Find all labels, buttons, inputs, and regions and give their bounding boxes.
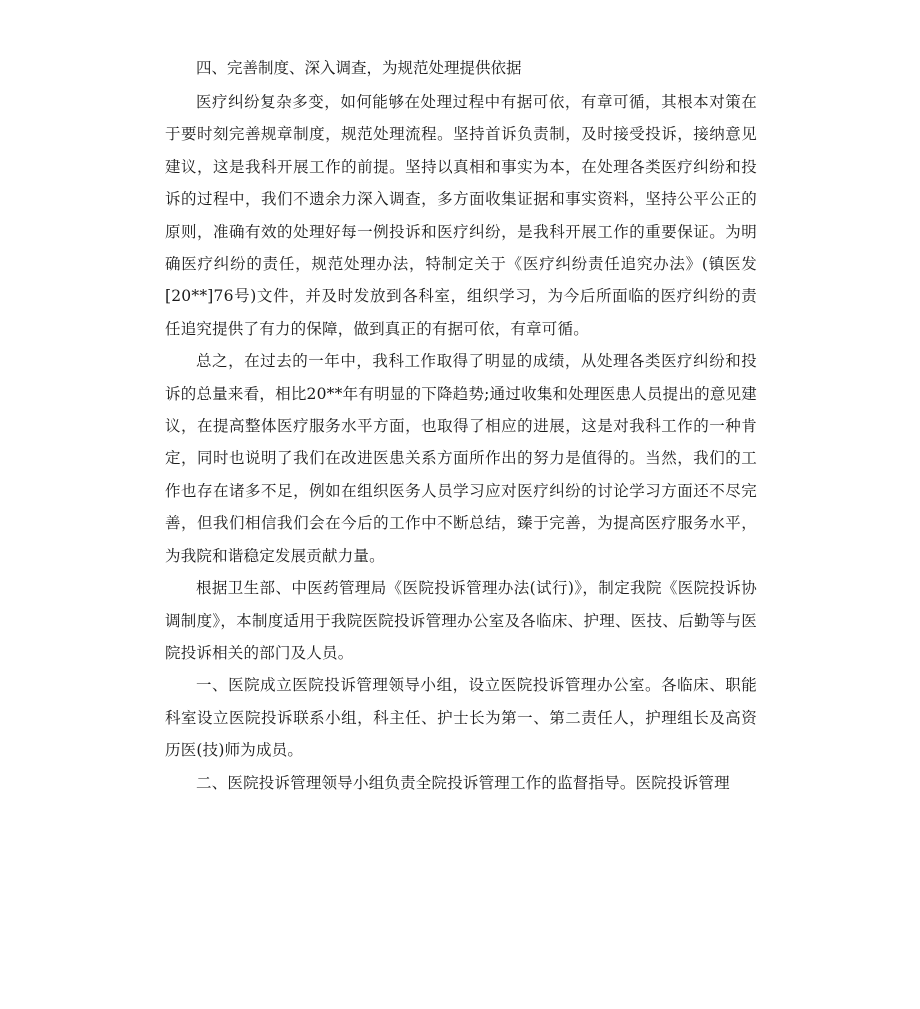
paragraph-item-one: 一、医院成立医院投诉管理领导小组，设立医院投诉管理办公室。各临床、职能科室设立医院投诉联系小组，科主任、护士长为第一、第二责任人，护理组长及高资历医(技)师为成员。: [165, 676, 757, 760]
paragraph-regulation-basis: 根据卫生部、中医药管理局《医院投诉管理办法(试行)》，制定我院《医院投诉协调制度》，本制度适用于我院医院投诉管理办公室及各临床、护理、医技、后勤等与医院投诉相关的部门及人员。: [165, 579, 757, 662]
paragraph-item-two: 二、医院投诉管理领导小组负责全院投诉管理工作的监督指导。医院投诉管理: [196, 773, 730, 792]
section-heading: 四、完善制度、深入调查，为规范处理提供依据: [196, 59, 522, 77]
document-page: [165, 52, 757, 799]
paragraph-summary: 总之，在过去的一年中，我科工作取得了明显的成绩，从处理各类医疗纠纷和投诉的总量来看，相比20**年有明显的下降趋势;通过收集和处理医患人员提出的意见建议，在提高整体医疗服务水平方面，也取得了相应的进展，这是对我科工作的一种肯定，同时也说明了我们在改进医患关系方面所作出的努力是值得的。当然，我们的工作也存在诸多不足，例如在组织医务人员学习应对医疗纠纷的讨论学习方面还不尽完善，但我们相信我们会在今后的工作中不断总结，臻于完善，为提高医疗服务水平，为我院和谐稳定发展贡献力量。: [165, 352, 757, 565]
paragraph-dispute-handling: 医疗纠纷复杂多变，如何能够在处理过程中有据可依，有章可循，其根本对策在于要时刻完善规章制度，规范处理流程。坚持首诉负责制，及时接受投诉，接纳意见建议，这是我科开展工作的前提。坚持以真相和事实为本，在处理各类医疗纠纷和投诉的过程中，我们不遗余力深入调查，多方面收集证据和事实资料，坚持公平公正的原则，准确有效的处理好每一例投诉和医疗纠纷，是我科开展工作的重要保证。为明确医疗纠纷的责任，规范处理办法，特制定关于《医疗纠纷责任追究办法》(镇医发[20**]76号)文件，并及时发放到各科室，组织学习，为今后所面临的医疗纠纷的责任追究提供了有力的保障，做到真正的有据可依，有章可循。: [165, 93, 757, 338]
